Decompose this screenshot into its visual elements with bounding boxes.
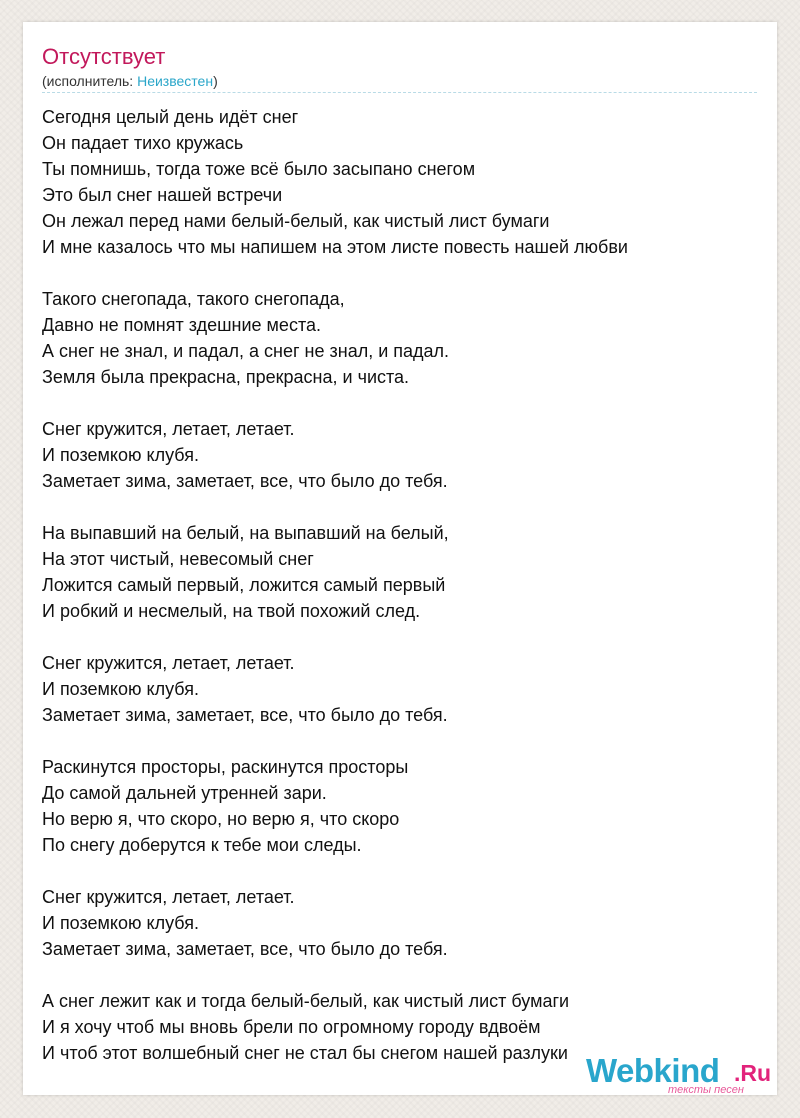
- lyrics-line: Заметает зима, заметает, все, что было до тебя.: [42, 705, 448, 725]
- header-divider: [42, 92, 757, 93]
- lyrics-line: И поземкою клубя.: [42, 679, 199, 699]
- logo-tagline: тексты песен: [668, 1084, 744, 1095]
- artist-prefix: (исполнитель:: [42, 73, 138, 89]
- lyrics-line: И поземкою клубя.: [42, 445, 199, 465]
- artist-suffix: ): [213, 73, 218, 89]
- lyrics-card: [23, 22, 777, 1095]
- lyrics-line: Он лежал перед нами белый-белый, как чистый лист бумаги: [42, 211, 550, 231]
- lyrics-stanza: [42, 884, 762, 962]
- lyrics-line: Снег кружится, летает, летает.: [42, 419, 295, 439]
- lyrics-line: И чтоб этот волшебный снег не стал бы снегом нашей разлуки: [42, 1043, 568, 1063]
- logo-tld: .Ru: [734, 1060, 772, 1086]
- artist-link[interactable]: Неизвестен: [137, 73, 214, 89]
- lyrics-line: Заметает зима, заметает, все, что было до тебя.: [42, 939, 448, 959]
- logo-brand: Webkind: [586, 1052, 720, 1089]
- lyrics-stanza: [42, 286, 762, 390]
- lyrics-stanza: [42, 650, 762, 728]
- lyrics-line: Снег кружится, летает, летает.: [42, 653, 295, 673]
- lyrics-line: И мне казалось что мы напишем на этом листе повесть нашей любви: [42, 237, 628, 257]
- lyrics-stanza: [42, 754, 762, 858]
- lyrics-line: На этот чистый, невесомый снег: [42, 549, 314, 569]
- lyrics-line: А снег лежит как и тогда белый-белый, как чистый лист бумаги: [42, 991, 570, 1011]
- lyrics-line: На выпавший на белый, на выпавший на белый,: [42, 523, 449, 543]
- lyrics-line: Такого снегопада, такого снегопада,: [42, 289, 345, 309]
- lyrics-line: Раскинутся просторы, раскинутся просторы: [42, 757, 409, 777]
- lyrics-line: До самой дальней утренней зари.: [42, 783, 327, 803]
- lyrics-line: Давно не помнят здешние места.: [42, 315, 321, 335]
- lyrics-line: Снег кружится, летает, летает.: [42, 887, 295, 907]
- lyrics-line: Ложится самый первый, ложится самый первый: [42, 575, 446, 595]
- lyrics-line: Ты помнишь, тогда тоже всё было засыпано снегом: [42, 159, 476, 179]
- lyrics-line: И я хочу чтоб мы вновь брели по огромному городу вдвоём: [42, 1017, 541, 1037]
- lyrics-line: И поземкою клубя.: [42, 913, 199, 933]
- webkind-logo[interactable]: [586, 1052, 777, 1095]
- lyrics-line: И робкий и несмелый, на твой похожий след.: [42, 601, 421, 621]
- lyrics-line: Заметает зима, заметает, все, что было до тебя.: [42, 471, 448, 491]
- song-title: Отсутствует: [42, 44, 166, 69]
- lyrics-stanza: [42, 520, 762, 624]
- lyrics-stanza: [42, 104, 762, 260]
- lyrics-line: Сегодня целый день идёт снег: [42, 107, 299, 127]
- lyrics-line: Это был снег нашей встречи: [42, 185, 283, 205]
- lyrics-line: По снегу доберутся к тебе мои следы.: [42, 835, 362, 855]
- lyrics-body: [42, 104, 762, 1092]
- lyrics-stanza: [42, 416, 762, 494]
- lyrics-line: А снег не знал, и падал, а снег не знал, и падал.: [42, 341, 450, 361]
- lyrics-line: Земля была прекрасна, прекрасна, и чиста.: [42, 367, 410, 387]
- artist-line: [42, 72, 218, 90]
- lyrics-line: Он падает тихо кружась: [42, 133, 244, 153]
- lyrics-line: Но верю я, что скоро, но верю я, что скоро: [42, 809, 400, 829]
